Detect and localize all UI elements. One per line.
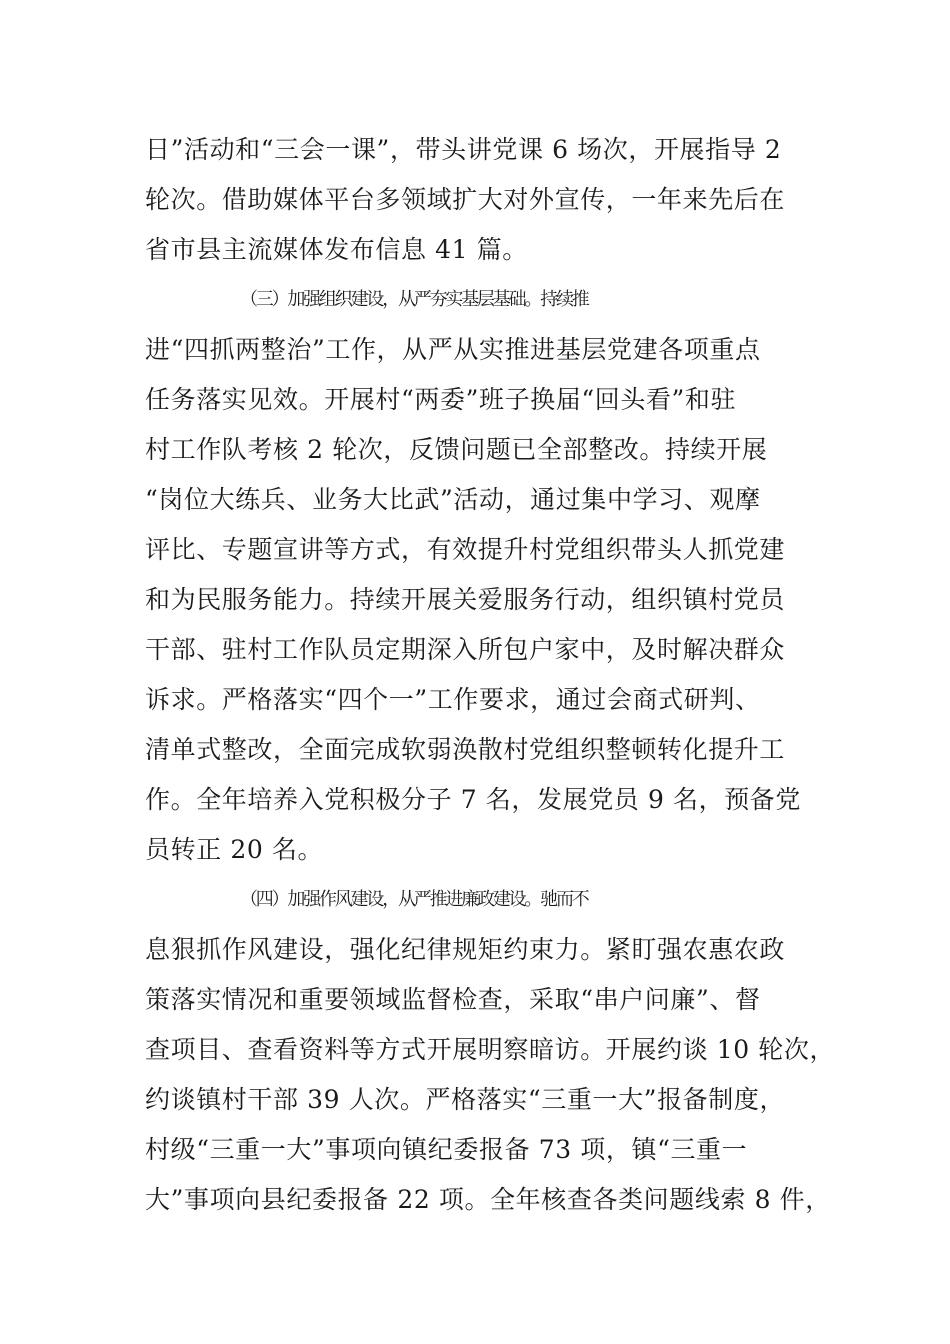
text-line: 日”活动和“三会一课”，带头讲党课 6 场次，开展指导 2	[145, 135, 782, 164]
text-line: 清单式整改，全面完成软弱涣散村党组织整顿转化提升工	[145, 735, 786, 764]
text-line: 诉求。严格落实“四个一”工作要求，通过会商式研判、	[145, 685, 761, 714]
text-line: 作。全年培养入党积极分子 7 名，发展党员 9 名，预备党	[145, 785, 802, 814]
text-line: 村工作队考核 2 轮次，反馈问题已全部整改。持续开展	[145, 435, 768, 464]
text-line: 息狠抓作风建设，强化纪律规矩约束力。紧盯强农惠农政	[145, 935, 786, 964]
section-heading-4: （四）加强作风建设，从严推进廉政建设。驰而不	[240, 889, 588, 910]
text-line: 策落实情况和重要领域监督检查，采取“串户问廉”、督	[145, 985, 761, 1014]
text-line: “岗位大练兵、业务大比武”活动，通过集中学习、观摩	[145, 485, 761, 514]
text-line: 省市县主流媒体发布信息 41 篇。	[145, 235, 528, 264]
text-line: 查项目、查看资料等方式开展明察暗访。开展约谈 10 轮次，	[145, 1035, 836, 1064]
text-line: 村级“三重一大”事项向镇纪委报备 73 项，镇“三重一	[145, 1135, 748, 1164]
text-line: 进“四抓两整治”工作，从严从实推进基层党建各项重点	[145, 335, 761, 364]
text-line: 干部、驻村工作队员定期深入所包户家中，及时解决群众	[145, 635, 786, 664]
text-line: 约谈镇村干部 39 人次。严格落实“三重一大”报备制度，	[145, 1085, 786, 1114]
text-line: 任务落实见效。开展村“两委”班子换届“回头看”和驻	[145, 385, 737, 414]
text-line: 评比、专题宣讲等方式，有效提升村党组织带头人抓党建	[145, 535, 786, 564]
text-line: 员转正 20 名。	[145, 835, 324, 864]
section-heading-3: （三）加强组织建设，从严夯实基层基础。持续推	[240, 289, 588, 310]
text-line: 和为民服务能力。持续开展关爱服务行动，组织镇村党员	[145, 585, 786, 614]
text-line: 轮次。借助媒体平台多领域扩大对外宣传，一年来先后在	[145, 185, 786, 214]
text-line: 大”事项向县纪委报备 22 项。全年核查各类问题线索 8 件，	[145, 1185, 831, 1214]
